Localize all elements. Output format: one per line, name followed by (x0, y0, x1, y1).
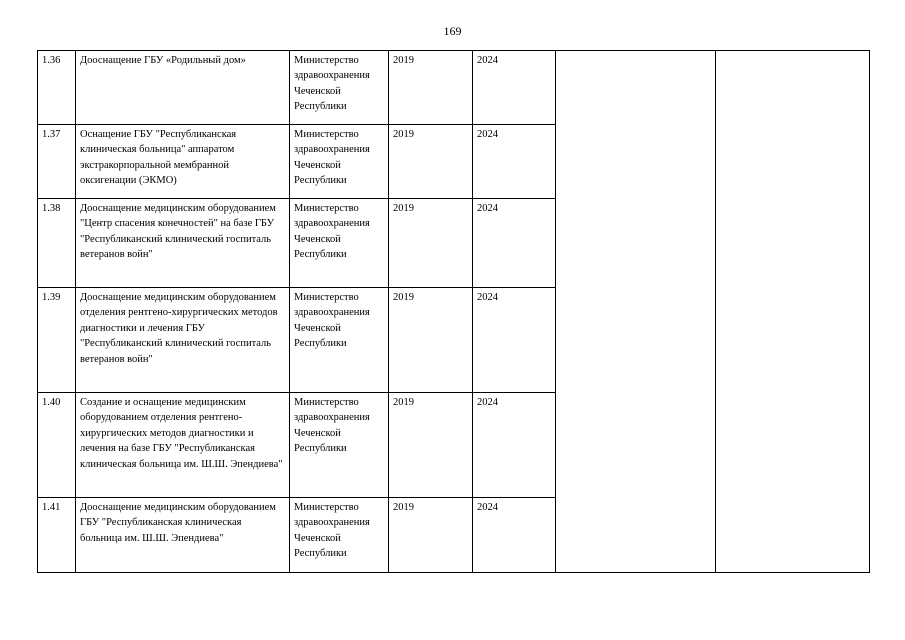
table-row (38, 51, 870, 125)
activity-name: Дооснащение медицинским оборудованием отделения рентгено-хирургических методов диагностики и лечения ГБУ "Республиканский клинический госпиталь ветеранов войн" (76, 288, 290, 393)
end-year: 2024 (473, 288, 556, 393)
start-year: 2019 (389, 498, 473, 573)
row-number: 1.39 (38, 288, 76, 393)
end-year: 2024 (473, 498, 556, 573)
executor: Министерство здравоохранения Чеченской Республики (290, 288, 389, 393)
executor: Министерство здравоохранения Чеченской Республики (290, 393, 389, 498)
start-year: 2019 (389, 51, 473, 125)
row-number: 1.38 (38, 199, 76, 288)
end-year: 2024 (473, 51, 556, 125)
end-year: 2024 (473, 393, 556, 498)
empty-merged-cell (556, 51, 716, 573)
start-year: 2019 (389, 125, 473, 199)
activity-name: Дооснащение медицинским оборудованием "Центр спасения конечностей" на базе ГБУ "Республиканский клинический госпиталь ветеранов войн" (76, 199, 290, 288)
executor: Министерство здравоохранения Чеченской Республики (290, 51, 389, 125)
end-year: 2024 (473, 125, 556, 199)
start-year: 2019 (389, 288, 473, 393)
row-number: 1.36 (38, 51, 76, 125)
activity-name: Оснащение ГБУ "Республиканская клиническая больница" аппаратом экстракорпоральной мембранной оксигенации (ЭКМО) (76, 125, 290, 199)
page-number: 169 (443, 24, 462, 38)
executor: Министерство здравоохранения Чеченской Республики (290, 125, 389, 199)
activity-name: Дооснащение ГБУ «Родильный дом» (76, 51, 290, 125)
row-number: 1.37 (38, 125, 76, 199)
start-year: 2019 (389, 393, 473, 498)
executor: Министерство здравоохранения Чеченской Республики (290, 199, 389, 288)
row-number: 1.41 (38, 498, 76, 573)
row-number: 1.40 (38, 393, 76, 498)
executor: Министерство здравоохранения Чеченской Республики (290, 498, 389, 573)
activity-name: Создание и оснащение медицинским оборудованием отделения рентгено-хирургических методов диагностики и лечения на базе ГБУ "Республиканская клиническая больница им. Ш.Ш. Эпендиева" (76, 393, 290, 498)
empty-merged-cell (716, 51, 870, 573)
end-year: 2024 (473, 199, 556, 288)
program-activities-table (37, 50, 870, 573)
activity-name: Дооснащение медицинским оборудованием ГБУ "Республиканская клиническая больница им. Ш.Ш. Эпендиева" (76, 498, 290, 573)
start-year: 2019 (389, 199, 473, 288)
